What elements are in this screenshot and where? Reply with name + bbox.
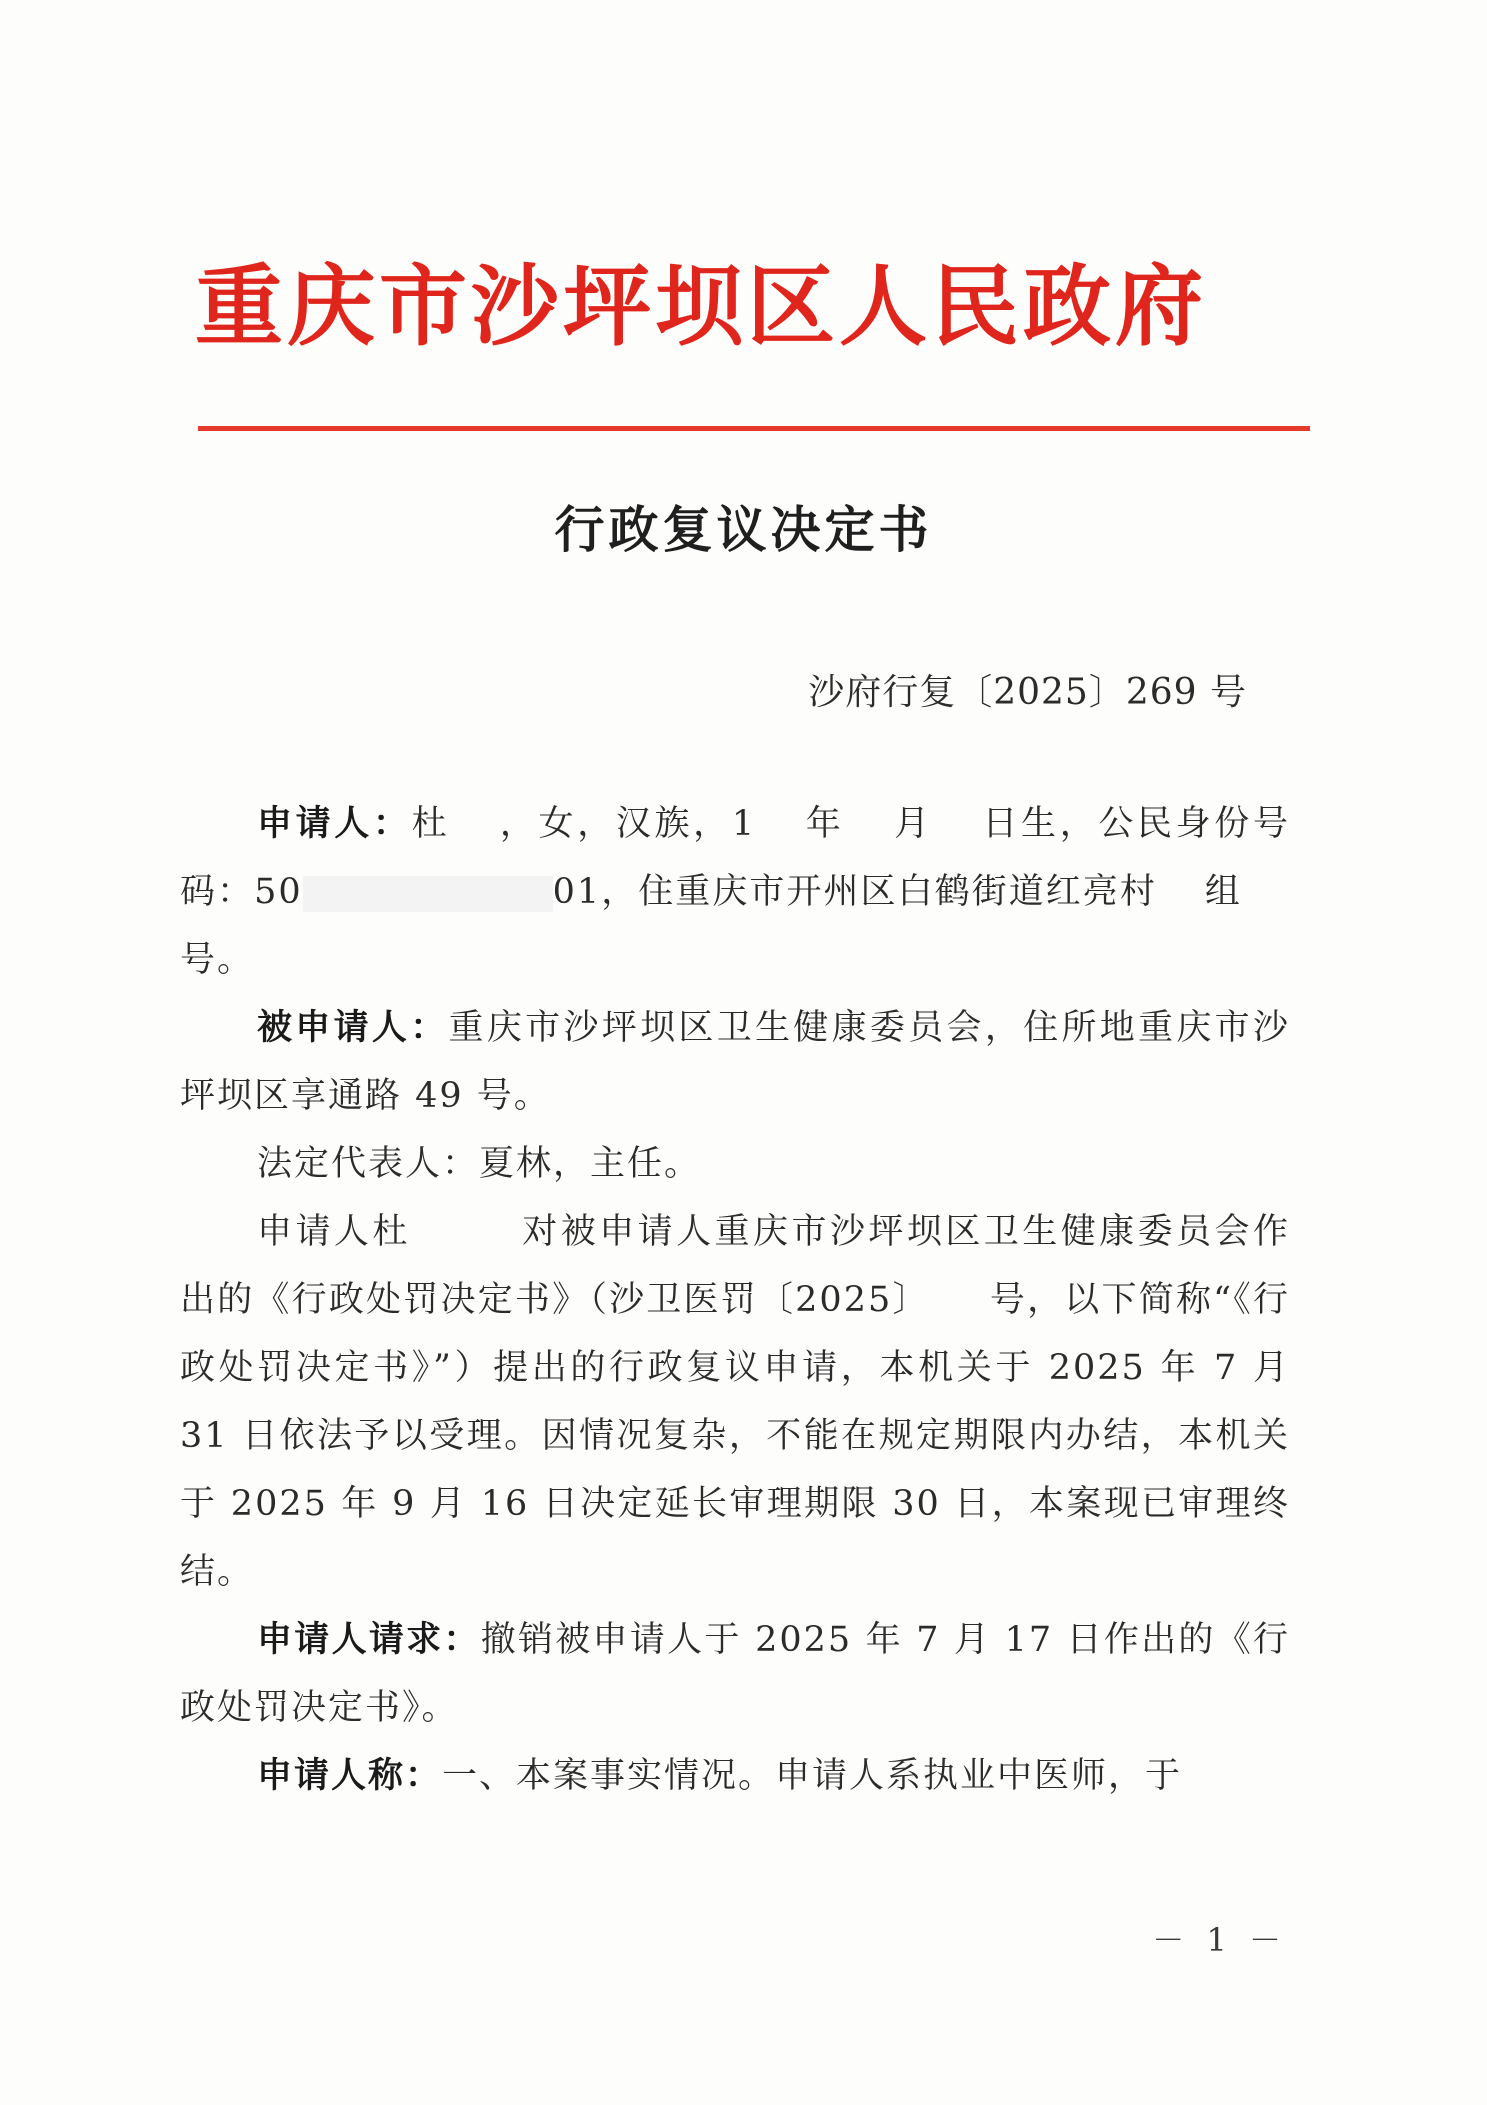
legal-representative-paragraph: 法定代表人：夏林，主任。 xyxy=(257,1144,702,1184)
case-paragraph xyxy=(180,1198,1290,1606)
applicant-house-no: 号。 xyxy=(180,940,255,980)
applicant-group: 组 xyxy=(1204,872,1242,912)
claim-label: 申请人称： xyxy=(257,1755,443,1796)
applicant-paragraph xyxy=(180,790,1290,994)
document-number: 沙府行复〔2025〕269 号 xyxy=(808,672,1247,713)
document-body xyxy=(180,790,1290,1810)
applicant-name: 杜 xyxy=(411,804,451,844)
applicant-birth-year: 年 xyxy=(804,804,845,844)
request-text: 撤销被申请人于 2025 年 7 月 17 日作出的《行政处罚决定书》。 xyxy=(180,1620,1290,1728)
respondent-text: 重庆市沙坪坝区卫生健康委员会，住所地重庆市沙坪坝区享通路 49 号。 xyxy=(180,1008,1290,1116)
respondent-label: 被申请人： xyxy=(257,1007,449,1048)
respondent-paragraph xyxy=(180,994,1290,1130)
applicant-sex-ethnicity: ，女，汉族，1 xyxy=(498,804,757,844)
case-part1: 对被申请人重庆市沙坪坝区卫生健康委员会作出的《行政处罚决定书》（沙卫医罚〔2025〕 xyxy=(180,1212,1290,1320)
claim-text: 一、本案事实情况。申请人系执业中医师，于 xyxy=(442,1756,1183,1796)
request-label: 申请人请求： xyxy=(257,1619,481,1660)
claim-paragraph xyxy=(180,1742,1290,1810)
case-part2: 号，以下简称“《行政处罚决定书》”）提出的行政复议申请，本机关于 2025 年 7 月 31 日依法予以受理。因情况复杂，不能在规定期限内办结，本机关于 2025 年 9 月 16 日决定延长审理期限 30 日，本案现已审理终结。 xyxy=(180,1280,1290,1592)
applicant-birth-month: 月 xyxy=(892,804,933,844)
case-start: 申请人杜 xyxy=(257,1212,411,1252)
applicant-id-address: 01，住重庆市开州区白鹤街道红亮村 xyxy=(552,872,1157,912)
letterhead-red-rule xyxy=(198,426,1310,431)
request-paragraph xyxy=(180,1606,1290,1742)
applicant-label: 申请人： xyxy=(257,803,412,844)
page-number: － 1 － xyxy=(1152,1921,1287,1959)
document-title: 行政复议决定书 xyxy=(554,500,933,559)
letterhead-title: 重庆市沙坪坝区人民政府 xyxy=(195,254,1208,358)
redaction-box xyxy=(303,876,553,912)
applicant-birth-suffix: 日生，公民身份号码：50 xyxy=(180,804,1290,912)
